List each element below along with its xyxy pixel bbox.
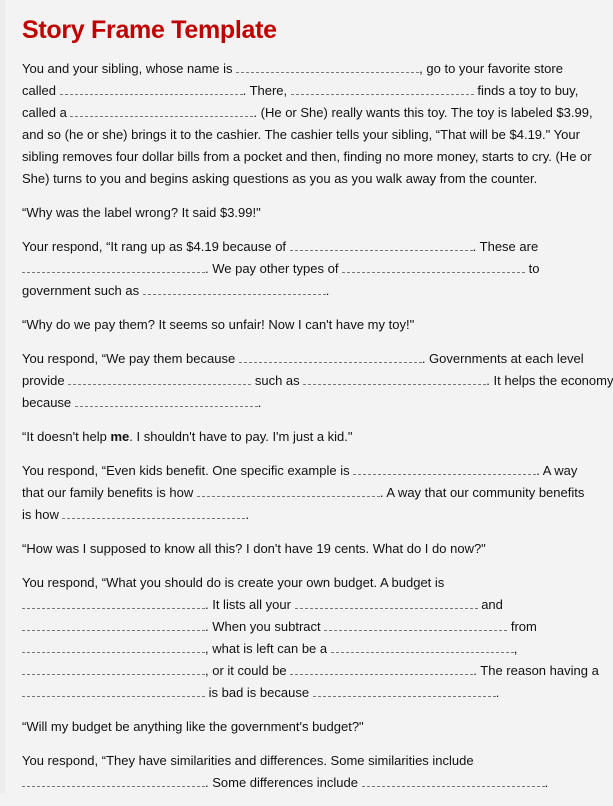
text-line xyxy=(22,370,613,392)
story-body xyxy=(22,58,613,794)
fill-in-blank[interactable] xyxy=(290,662,473,675)
story-text: . There, xyxy=(242,83,291,98)
story-text: is how xyxy=(22,507,63,522)
fill-in-blank[interactable] xyxy=(197,484,380,497)
story-text: . xyxy=(544,775,549,790)
fill-in-blank[interactable] xyxy=(303,372,486,385)
story-text: You respond, “They have similarities and differences. Some similarities include xyxy=(22,753,474,768)
text-line xyxy=(22,202,609,224)
story-text: . Governments at each level xyxy=(421,351,584,366)
story-text: government such as xyxy=(22,283,143,298)
story-paragraph xyxy=(22,460,609,526)
fill-in-blank[interactable] xyxy=(324,618,507,631)
text-line xyxy=(22,348,609,370)
story-text: . A way that our community benefits xyxy=(379,485,585,500)
text-line xyxy=(22,638,609,660)
story-paragraph xyxy=(22,538,609,560)
story-text: called a xyxy=(22,105,71,120)
text-line xyxy=(22,314,609,336)
story-text: “Why do we pay them? It seems so unfair! Now I can't have my toy!" xyxy=(22,317,415,332)
story-text: Your respond, “It rang up as $4.19 because of xyxy=(22,239,290,254)
story-text: from xyxy=(507,619,537,634)
story-text: . The reason having a xyxy=(473,663,599,678)
fill-in-blank[interactable] xyxy=(22,618,205,631)
text-line xyxy=(22,538,609,560)
fill-in-blank[interactable] xyxy=(331,640,514,653)
story-text: . These are xyxy=(472,239,539,254)
story-text: “Why was the label wrong? It said $3.99!" xyxy=(22,205,261,220)
story-text: “How was I supposed to know all this? I don't have 19 cents. What do I do now?" xyxy=(22,541,486,556)
emphasis-text: me xyxy=(110,429,130,444)
fill-in-blank[interactable] xyxy=(239,350,422,363)
story-text: . xyxy=(257,395,262,410)
story-paragraph xyxy=(22,426,609,448)
story-text: provide xyxy=(22,373,69,388)
fill-in-blank[interactable] xyxy=(22,596,205,609)
story-text: , go to your favorite store xyxy=(419,61,563,76)
text-line xyxy=(22,426,609,448)
story-text: . Some differences include xyxy=(205,775,362,790)
story-text: that our family benefits is how xyxy=(22,485,197,500)
text-line xyxy=(22,80,609,102)
text-line xyxy=(22,482,609,504)
story-text: such as xyxy=(251,373,304,388)
text-line xyxy=(22,258,609,280)
fill-in-blank[interactable] xyxy=(236,60,419,73)
text-line xyxy=(22,280,609,302)
story-paragraph xyxy=(22,202,609,224)
fill-in-blank[interactable] xyxy=(313,684,496,697)
story-text: . xyxy=(245,507,250,522)
story-text: , what is left can be a xyxy=(205,641,331,656)
fill-in-blank[interactable] xyxy=(22,662,205,675)
story-text: “It doesn't help xyxy=(22,429,111,444)
story-text: . xyxy=(495,685,500,700)
story-text: . We pay other types of xyxy=(205,261,343,276)
story-text: You and your sibling, whose name is xyxy=(22,61,237,76)
fill-in-blank[interactable] xyxy=(68,372,251,385)
story-text: and xyxy=(477,597,503,612)
story-paragraph xyxy=(22,572,609,704)
story-text: called xyxy=(22,83,60,98)
story-text: She) turns to you and begins asking questions as you as you walk away from the counter. xyxy=(22,171,538,186)
story-text: . It helps the economy xyxy=(486,373,613,388)
story-text: to xyxy=(525,261,540,276)
fill-in-blank[interactable] xyxy=(342,260,525,273)
text-line xyxy=(22,124,609,146)
text-line xyxy=(22,594,609,616)
text-line xyxy=(22,146,609,168)
fill-in-blank[interactable] xyxy=(22,684,205,697)
fill-in-blank[interactable] xyxy=(22,260,205,273)
story-text: “Will my budget be anything like the government's budget?" xyxy=(22,719,364,734)
fill-in-blank[interactable] xyxy=(291,82,474,95)
text-line xyxy=(22,102,609,124)
text-line xyxy=(22,772,609,794)
text-line xyxy=(22,504,609,526)
text-line xyxy=(22,616,609,638)
story-paragraph xyxy=(22,314,609,336)
story-paragraph xyxy=(22,750,609,794)
page-edge xyxy=(0,0,5,793)
story-text: . When you subtract xyxy=(205,619,325,634)
text-line xyxy=(22,168,609,190)
story-text: . I shouldn't have to pay. I'm just a kid." xyxy=(129,429,353,444)
story-paragraph xyxy=(22,236,609,302)
fill-in-blank[interactable] xyxy=(290,238,473,251)
story-paragraph xyxy=(22,716,609,738)
document-page xyxy=(22,14,613,806)
story-text: You respond, “What you should do is create your own budget. A budget is xyxy=(22,575,445,590)
fill-in-blank[interactable] xyxy=(295,596,478,609)
story-text: , or it could be xyxy=(205,663,291,678)
fill-in-blank[interactable] xyxy=(70,104,253,117)
story-text: is bad is because xyxy=(205,685,313,700)
fill-in-blank[interactable] xyxy=(22,774,205,787)
text-line xyxy=(22,460,609,482)
text-line xyxy=(22,750,609,772)
text-line xyxy=(22,58,609,80)
story-text: . It lists all your xyxy=(205,597,295,612)
story-text: finds a toy to buy, xyxy=(473,83,579,98)
fill-in-blank[interactable] xyxy=(60,82,243,95)
text-line xyxy=(22,392,609,414)
fill-in-blank[interactable] xyxy=(62,506,245,519)
fill-in-blank[interactable] xyxy=(353,462,536,475)
story-text: . A way xyxy=(536,463,578,478)
story-text: . xyxy=(325,283,330,298)
story-text: and so (he or she) brings it to the cashier. The cashier tells your sibling, “That will be $4.19." Your xyxy=(22,127,580,142)
story-paragraph xyxy=(22,58,609,190)
story-paragraph xyxy=(22,348,613,414)
fill-in-blank[interactable] xyxy=(143,282,326,295)
page-title: Story Frame Template xyxy=(22,16,277,44)
story-text: You respond, “Even kids benefit. One specific example is xyxy=(22,463,354,478)
fill-in-blank[interactable] xyxy=(22,640,205,653)
text-line xyxy=(22,682,609,704)
story-text: . (He or She) really wants this toy. The toy is labeled $3.99, xyxy=(253,105,593,120)
fill-in-blank[interactable] xyxy=(75,394,258,407)
text-line xyxy=(22,660,609,682)
story-text: sibling removes four dollar bills from a pocket and then, finding no more money, starts to cry. (He or xyxy=(22,149,592,164)
story-text: , xyxy=(513,641,518,656)
text-line xyxy=(22,716,609,738)
text-line xyxy=(22,572,609,594)
fill-in-blank[interactable] xyxy=(362,774,545,787)
story-text: You respond, “We pay them because xyxy=(22,351,239,366)
story-text: because xyxy=(22,395,75,410)
text-line xyxy=(22,236,609,258)
